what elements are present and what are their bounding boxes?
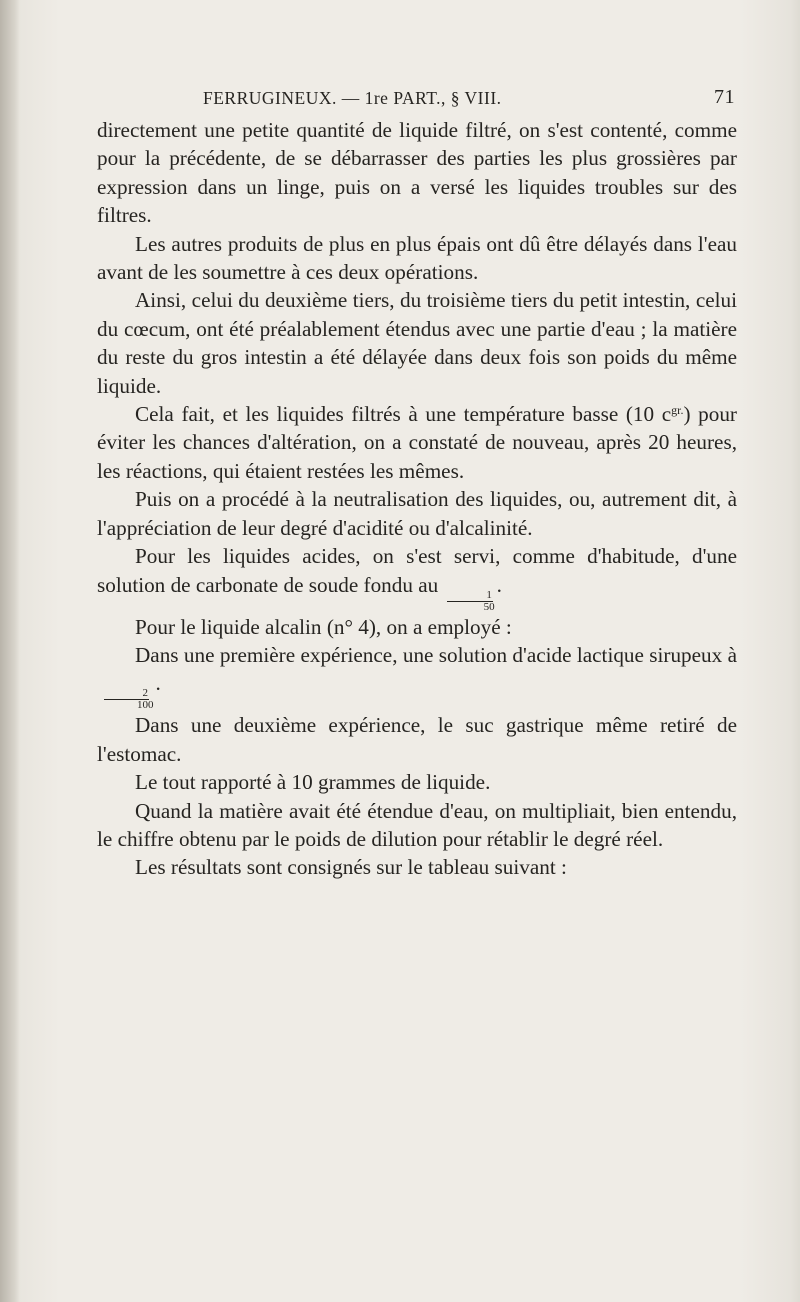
binding-gutter: [0, 0, 20, 1302]
fraction-two-hundredths: [99, 688, 154, 711]
fraction-numerator: 2: [104, 688, 150, 700]
running-header: [203, 88, 735, 114]
body-text: [97, 116, 737, 882]
paragraph-10: Le tout rapporté à 10 grammes de liquide.: [135, 770, 491, 795]
paragraph-8-text-b: .: [155, 671, 161, 696]
paragraph-1: directement une petite quantité de liquide filtré, on s'est contenté, comme pour la précédente, de se débarrasser des parties les plus grossières par expression dans un linge, puis on a versé les liquides troubles sur des filtres.: [97, 118, 737, 228]
gram-abbreviation: gr.: [671, 403, 684, 418]
paragraph-3: Ainsi, celui du deuxième tiers, du troisième tiers du petit intestin, celui du cœcum, ont été préalablement étendus avec une partie d'eau ; la matière du reste du gros intestin a été délayée dans deux fois son poids du même liquide.: [97, 288, 737, 398]
fraction-denominator: 100: [137, 699, 154, 712]
paragraph-8: [97, 641, 737, 711]
paragraph-4: [97, 400, 737, 485]
paragraph-5: Puis on a procédé à la neutralisation des liquides, ou, autrement dit, à l'appréciation de leur degré d'acidité ou d'alcalinité.: [97, 487, 737, 540]
paragraph-8-text-a: Dans une première expérience, une solution d'acide lactique sirupeux à: [135, 642, 737, 667]
paragraph-11: Quand la matière avait été étendue d'eau, on multipliait, bien entendu, le chiffre obtenu par le poids de dilution pour rétablir le degré réel.: [97, 798, 737, 851]
paragraph-6: [97, 542, 737, 612]
page-number: 71: [714, 86, 735, 108]
paragraph-7: Pour le liquide alcalin (n° 4), on a employé :: [135, 614, 512, 639]
paragraph-9: Dans une deuxième expérience, le suc gastrique même retiré de l'estomac.: [97, 713, 737, 766]
fraction-numerator: 1: [447, 590, 493, 602]
paragraph-12: Les résultats sont consignés sur le tableau suivant :: [135, 855, 567, 880]
running-title: FERRUGINEUX. — 1re PART., § VIII.: [203, 88, 502, 108]
paragraph-4-text-a: Cela fait, et les liquides filtrés à une température basse (10 c: [135, 402, 672, 427]
fraction-denominator: 50: [483, 600, 495, 613]
paragraph-2: Les autres produits de plus en plus épais ont dû être délayés dans l'eau avant de les soumettre à ces deux opérations.: [97, 231, 737, 285]
paragraph-4-text-b: ) pour éviter les chances d'altération, on a constaté de nouveau, après 20 heures, les réactions, qui étaient restées les mêmes.: [97, 402, 737, 483]
paragraph-6-text-a: Pour les liquides acides, on s'est servi, comme d'habitude, d'une solution de carbonate de soude fondu au: [97, 544, 737, 597]
paragraph-6-text-b: .: [496, 572, 502, 597]
fraction-one-fiftieth: [446, 590, 495, 613]
